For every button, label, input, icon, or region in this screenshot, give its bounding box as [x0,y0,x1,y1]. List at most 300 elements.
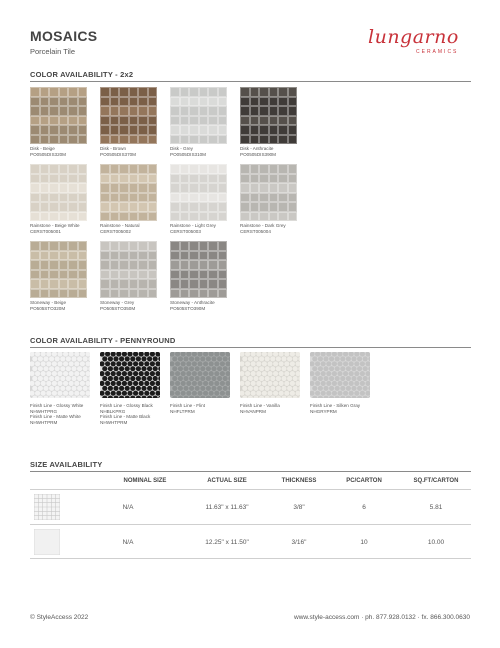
penny-chip [52,381,57,386]
penny-chip [183,376,188,381]
mosaic-chip [30,202,40,212]
penny-chip [192,381,197,386]
mosaic-chip [189,270,199,280]
mosaic-chip [288,125,298,135]
penny-chip [323,386,328,391]
penny-chip [200,366,205,371]
penny-chip [35,381,40,386]
mosaic-chip [189,260,199,270]
penny-chip [125,386,130,391]
mosaic-chip [68,241,78,251]
table-divider [30,489,471,490]
penny-chip [32,396,37,399]
penny-chip [332,352,337,357]
mosaic-name: Disk - Anthracite [240,146,274,151]
mosaic-caption [170,300,240,311]
mosaic-chip [138,251,148,261]
mosaic-chip [40,251,50,261]
penny-chip [150,391,155,396]
penny-chip [357,376,362,381]
penny-chip [139,381,144,386]
mosaic-chip [170,183,180,193]
penny-chip [253,386,258,391]
mosaic-code: PO0505DIS310M [170,151,207,157]
pennyround-caption-line: NHVANPRM [240,408,266,414]
mosaic-chip [138,212,148,222]
mosaic-chip [49,174,59,184]
penny-chip [102,356,107,361]
penny-chip [147,366,152,371]
penny-chip [360,371,365,376]
penny-chip [116,371,121,376]
mosaic-chip [110,125,120,135]
mosaic-chip [189,174,199,184]
penny-chip [125,376,130,381]
penny-chip [197,381,202,386]
penny-chip [343,371,348,376]
penny-chip [136,366,141,371]
mosaic-chip [68,125,78,135]
penny-chip [332,391,337,396]
penny-chip [111,352,116,357]
mosaic-swatch [170,87,227,144]
penny-chip [139,391,144,396]
mosaic-chip [129,260,139,270]
penny-chip [329,396,334,399]
mosaic-chip [100,289,110,299]
penny-chip [368,366,370,371]
penny-chip [223,366,228,371]
mosaic-chip [40,97,50,107]
mosaic-chip [259,135,269,145]
mosaic-chip [119,174,129,184]
mosaic-chip [170,241,180,251]
mosaic-chip [148,270,158,280]
mosaic-chip [68,183,78,193]
penny-chip [181,381,186,386]
mosaic-chip [59,279,69,289]
mosaic-chip [189,193,199,203]
penny-chip [200,396,205,399]
penny-chip [130,386,135,391]
penny-chip [119,366,124,371]
page-title: MOSAICS [30,28,98,44]
penny-chip [337,381,342,386]
penny-chip [295,391,300,396]
penny-chip [295,361,300,366]
mosaic-chip [170,260,180,270]
penny-chip [203,352,208,357]
mosaic-chip [199,260,209,270]
penny-chip [102,376,107,381]
penny-chip [337,361,342,366]
mosaic-chip [180,202,190,212]
mosaic-chip [59,87,69,97]
penny-chip [181,352,186,357]
mosaic-chip [208,202,218,212]
penny-chip [111,381,116,386]
penny-chip [273,371,278,376]
mosaic-chip [49,251,59,261]
penny-chip [127,391,132,396]
penny-chip [155,371,160,376]
mosaic-chip [199,116,209,126]
mosaic-swatch [240,87,297,144]
penny-chip [270,396,275,399]
mosaic-chip [250,106,260,116]
mosaic-chip [288,87,298,97]
mosaic-chip [68,106,78,116]
mosaic-chip [269,202,279,212]
penny-chip [318,366,323,371]
penny-chip [111,371,116,376]
mosaic-chip [129,183,139,193]
mosaic-chip [208,279,218,289]
penny-chip [340,386,345,391]
penny-chip [321,381,326,386]
penny-chip [349,352,354,357]
penny-chip [346,366,351,371]
penny-chip [267,371,272,376]
penny-chip [360,381,365,386]
penny-chip [265,396,270,399]
mosaic-chip [269,135,279,145]
mosaic-chip [59,97,69,107]
penny-chip [85,371,90,376]
mosaic-chip [269,212,279,222]
mosaic-chip [148,251,158,261]
mosaic-chip [129,193,139,203]
mosaic-chip [148,97,158,107]
penny-chip [214,361,219,366]
penny-chip [144,371,149,376]
penny-chip [298,386,300,391]
penny-chip [365,352,370,357]
penny-chip [276,356,281,361]
mosaic-chip [78,106,88,116]
mosaic-chip [129,212,139,222]
mosaic-chip [180,97,190,107]
penny-chip [66,356,71,361]
mosaic-chip [250,193,260,203]
penny-chip [293,376,298,381]
penny-chip [349,391,354,396]
mosaic-chip [199,125,209,135]
penny-chip [209,352,214,357]
penny-chip [343,391,348,396]
mosaic-chip [30,193,40,203]
penny-chip [147,396,152,399]
penny-chip [189,366,194,371]
mosaic-chip [49,135,59,145]
penny-chip [251,371,256,376]
penny-chip [368,356,370,361]
penny-chip [310,361,315,366]
penny-chip [251,352,256,357]
mosaic-chip [259,174,269,184]
penny-chip [357,386,362,391]
penny-chip [113,366,118,371]
penny-chip [253,396,258,399]
penny-chip [55,366,60,371]
penny-chip [363,366,368,371]
mosaic-caption [170,146,240,157]
penny-chip [122,352,127,357]
table-cell-nominal: N/A [122,504,134,511]
penny-chip [326,361,331,366]
mosaic-chip [288,116,298,126]
penny-chip [206,356,211,361]
mosaic-chip [250,212,260,222]
mosaic-chip [180,241,190,251]
mosaic-chip [59,193,69,203]
penny-chip [43,396,48,399]
mosaic-chip [40,279,50,289]
penny-chip [38,356,43,361]
penny-chip [49,396,54,399]
mosaic-chip [78,135,88,145]
penny-chip [113,356,118,361]
penny-chip [181,361,186,366]
mosaic-chip [59,251,69,261]
mosaic-chip [250,116,260,126]
penny-chip [69,361,74,366]
mosaic-chip [49,289,59,299]
penny-chip [46,371,51,376]
penny-chip [80,361,85,366]
penny-chip [253,366,258,371]
mosaic-chip [49,279,59,289]
penny-chip [365,391,370,396]
mosaic-chip [218,251,228,261]
mosaic-chip [119,251,129,261]
penny-chip [30,381,35,386]
mosaic-chip [49,97,59,107]
penny-chip [223,356,228,361]
mosaic-swatch [170,164,227,221]
penny-chip [351,386,356,391]
penny-chip [155,352,160,357]
penny-chip [71,396,76,399]
penny-chip [240,381,245,386]
penny-chip [363,396,368,399]
penny-chip [85,381,90,386]
penny-chip [273,391,278,396]
penny-chip [52,361,57,366]
mosaic-chip [148,164,158,174]
mosaic-chip [240,135,250,145]
mosaic-chip [218,97,228,107]
mosaic-chip [189,212,199,222]
penny-chip [220,391,225,396]
mosaic-chip [170,116,180,126]
footer-copyright: © StyleAccess 2022 [30,614,89,621]
mosaic-code: CERST005003 [170,228,201,234]
penny-chip [141,376,146,381]
col-header-pc-carton: PC/CARTON [346,478,382,484]
mosaic-chip [189,251,199,261]
mosaic-chip [40,164,50,174]
penny-chip [100,352,105,357]
penny-chip [318,396,323,399]
mosaic-chip [180,174,190,184]
mosaic-chip [40,260,50,270]
mosaic-chip [208,116,218,126]
penny-chip [46,352,51,357]
mosaic-chip [49,125,59,135]
mosaic-chip [170,174,180,184]
penny-chip [242,386,247,391]
penny-chip [298,376,300,381]
penny-chip [116,361,121,366]
penny-chip [100,381,105,386]
penny-chip [125,396,130,399]
penny-chip [265,366,270,371]
penny-chip [74,352,79,357]
penny-chip [363,386,368,391]
penny-chip [267,361,272,366]
mosaic-chip [138,241,148,251]
penny-chip [262,391,267,396]
penny-chip [279,381,284,386]
penny-chip [127,381,132,386]
penny-chip [66,366,71,371]
penny-chip [197,371,202,376]
mosaic-chip [269,106,279,116]
penny-chip [69,371,74,376]
penny-chip [217,376,222,381]
mosaic-chip [78,193,88,203]
penny-chip [186,391,191,396]
penny-chip [175,391,180,396]
table-cell-thickness: 3/8" [293,504,305,511]
brand-logo [368,26,472,56]
penny-chip [349,381,354,386]
mosaic-caption [170,223,240,234]
size-thumb-pennyround [34,529,60,555]
penny-chip [195,366,200,371]
penny-chip [281,386,286,391]
penny-chip [220,361,225,366]
penny-chip [32,386,37,391]
penny-chip [240,361,245,366]
mosaic-chip [49,212,59,222]
penny-chip [346,396,351,399]
section-divider [30,81,471,82]
mosaic-chip [78,212,88,222]
penny-chip [365,381,370,386]
penny-chip [30,361,35,366]
mosaic-chip [40,106,50,116]
mosaic-chip [110,241,120,251]
penny-chip [284,381,289,386]
penny-chip [74,371,79,376]
penny-chip [357,356,362,361]
mosaic-chip [208,260,218,270]
penny-chip [102,386,107,391]
penny-chip [116,391,121,396]
mosaic-chip [59,106,69,116]
mosaic-swatch [100,164,157,221]
penny-chip [153,396,158,399]
mosaic-chip [138,174,148,184]
penny-chip [228,366,230,371]
penny-chip [144,391,149,396]
mosaic-caption [100,300,170,311]
mosaic-chip [170,164,180,174]
penny-chip [295,371,300,376]
penny-chip [189,396,194,399]
mosaic-chip [269,116,279,126]
penny-chip [228,386,230,391]
mosaic-chip [129,174,139,184]
penny-chip [35,352,40,357]
penny-chip [315,391,320,396]
mosaic-chip [78,164,88,174]
penny-chip [66,396,71,399]
penny-chip [321,361,326,366]
penny-chip [195,376,200,381]
mosaic-chip [129,270,139,280]
mosaic-chip [208,289,218,299]
penny-chip [127,352,132,357]
pennyround-caption-line: Finish Line - Silken Gray [310,403,361,408]
penny-chip [281,356,286,361]
mosaic-chip [148,279,158,289]
mosaic-chip [189,289,199,299]
penny-chip [197,352,202,357]
penny-chip [290,361,295,366]
penny-chip [181,371,186,376]
penny-chip [60,356,65,361]
penny-chip [209,371,214,376]
pennyround-caption-line: NHWHTPRG [30,408,58,414]
penny-chip [178,356,183,361]
mosaic-chip [100,135,110,145]
penny-chip [178,396,183,399]
penny-chip [279,352,284,357]
mosaic-chip [119,97,129,107]
mosaic-chip [100,279,110,289]
mosaic-chip [269,164,279,174]
penny-chip [192,371,197,376]
penny-chip [357,396,362,399]
penny-chip [270,376,275,381]
penny-chip [133,381,138,386]
penny-chip [122,381,127,386]
penny-chip [365,361,370,366]
penny-chip [189,376,194,381]
mosaic-chip [78,251,88,261]
table-divider [30,558,471,559]
penny-chip [337,352,342,357]
penny-chip [147,376,152,381]
mosaic-chip [240,212,250,222]
pennyround-caption-line: NHFLTPRM [170,408,195,414]
penny-chip [183,396,188,399]
mosaic-chip [119,106,129,116]
penny-chip [220,371,225,376]
mosaic-chip [119,212,129,222]
mosaic-chip [250,183,260,193]
penny-chip [287,386,292,391]
penny-chip [119,356,124,361]
col-header-sqft-carton: SQ.FT/CARTON [413,478,459,484]
mosaic-chip [218,241,228,251]
pennyround-caption-line: NHGRYPRM [310,408,337,414]
mosaic-chip [78,97,88,107]
mosaic-chip [30,135,40,145]
